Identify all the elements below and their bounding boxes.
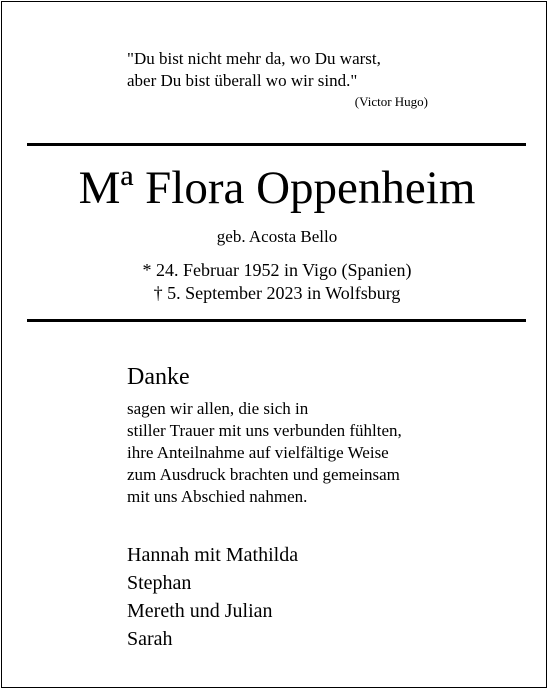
signature-name: Sarah (127, 628, 173, 650)
thanks-line: sagen wir allen, die sich in (127, 399, 309, 418)
thanks-line: mit uns Abschied nahmen. (127, 487, 308, 506)
signature-name: Hannah mit Mathilda (127, 544, 299, 566)
life-dates (2, 259, 550, 305)
signatures (127, 541, 447, 653)
notice-frame (1, 1, 547, 688)
thanks-text (127, 398, 467, 508)
signature-name: Mereth und Julian (127, 600, 273, 622)
thanks-line: ihre Anteilnahme auf vielfältige Weise (127, 443, 389, 462)
signature-name: Stephan (127, 572, 192, 594)
thanks-line: zum Ausdruck brachten und gemeinsam (127, 465, 400, 484)
quote-line: "Du bist nicht mehr da, wo Du warst, (127, 49, 381, 68)
thanks-line: stiller Trauer mit uns verbunden fühlten, (127, 421, 402, 440)
quote-author: (Victor Hugo) (354, 94, 428, 109)
deceased-name: Mª Flora Oppenheim (78, 162, 476, 214)
thanks-heading: Danke (127, 364, 190, 390)
divider-top (27, 143, 526, 146)
quote-line: aber Du bist überall wo wir sind." (127, 71, 358, 90)
quote (127, 48, 427, 92)
death-date: † 5. September 2023 in Wolfsburg (153, 283, 401, 303)
birth-date: * 24. Februar 1952 in Vigo (Spanien) (142, 260, 412, 280)
born-name: geb. Acosta Bello (216, 227, 338, 246)
divider-bottom (27, 319, 526, 322)
